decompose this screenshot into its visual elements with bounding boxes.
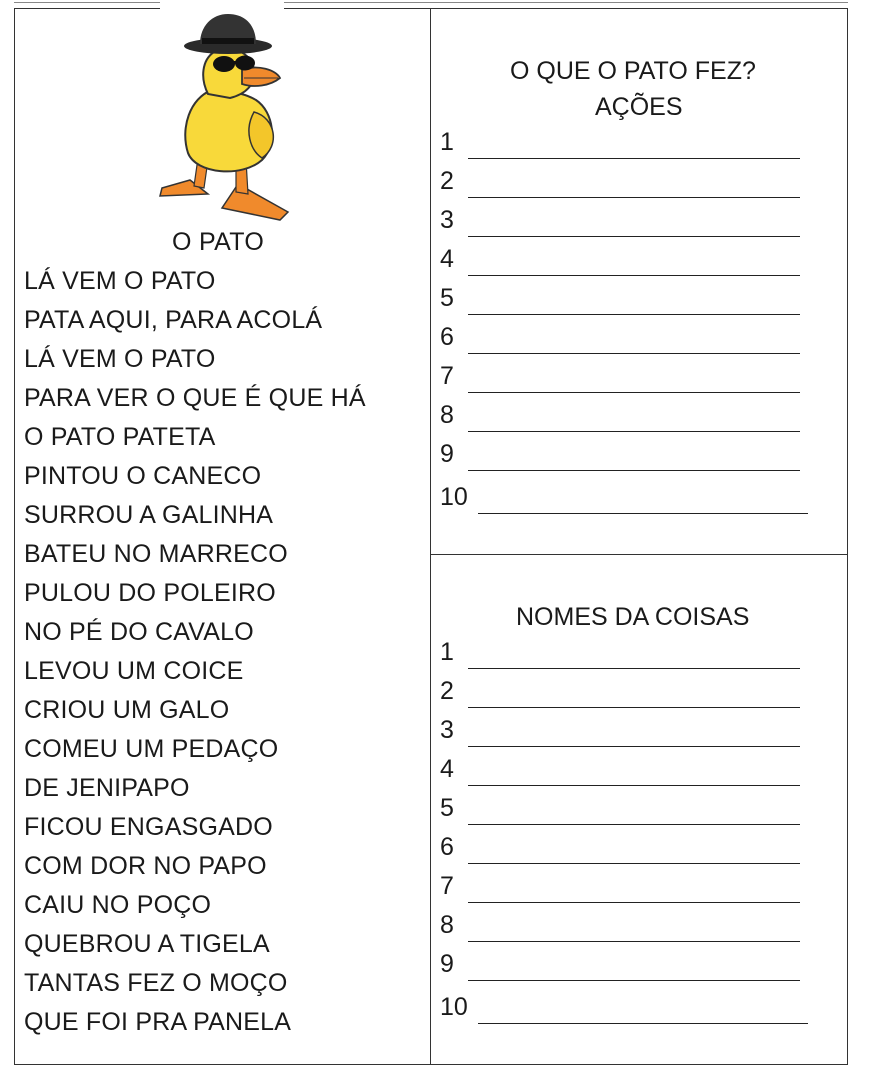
poem-line: CRIOU UM GALO [24, 696, 230, 724]
poem-line: O PATO PATETA [24, 423, 216, 451]
answer-line[interactable] [440, 985, 800, 1024]
poem-line: TANTAS FEZ O MOÇO [24, 969, 288, 997]
answer-blank[interactable] [468, 980, 800, 981]
poem-line: PARA VER O QUE É QUE HÁ [24, 384, 366, 412]
poem-line: PINTOU O CANECO [24, 462, 262, 490]
answer-number: 6 [440, 833, 454, 861]
poem-title: O PATO [172, 228, 265, 256]
answer-line[interactable] [440, 475, 800, 514]
answer-number: 8 [440, 911, 454, 939]
top-rule-right [284, 2, 848, 3]
top-rule-left [14, 2, 160, 3]
answer-blank[interactable] [478, 513, 808, 514]
answer-line[interactable] [440, 163, 800, 202]
poem-line: BATEU NO MARRECO [24, 540, 288, 568]
answer-blank[interactable] [468, 863, 800, 864]
answer-line[interactable] [440, 946, 800, 985]
answer-blank[interactable] [468, 392, 800, 393]
answer-line[interactable] [440, 124, 800, 163]
answer-number: 2 [440, 677, 454, 705]
answer-line[interactable] [440, 202, 800, 241]
answer-line[interactable] [440, 751, 800, 790]
poem-line: COM DOR NO PAPO [24, 852, 267, 880]
answer-number: 10 [440, 993, 468, 1021]
answer-line[interactable] [440, 829, 800, 868]
poem-line: LEVOU UM COICE [24, 657, 244, 685]
actions-title: AÇÕES [595, 93, 683, 121]
poem-line: LÁ VEM O PATO [24, 345, 216, 373]
poem-line: LÁ VEM O PATO [24, 267, 216, 295]
answer-line[interactable] [440, 790, 800, 829]
answer-number: 4 [440, 755, 454, 783]
answer-number: 7 [440, 872, 454, 900]
answer-number: 2 [440, 167, 454, 195]
answer-blank[interactable] [468, 785, 800, 786]
poem-line: NO PÉ DO CAVALO [24, 618, 254, 646]
answer-number: 1 [440, 638, 454, 666]
duck-icon [150, 8, 290, 223]
answer-line[interactable] [440, 319, 800, 358]
answer-line[interactable] [440, 436, 800, 475]
answer-number: 10 [440, 483, 468, 511]
poem-line: QUE FOI PRA PANELA [24, 1008, 292, 1036]
answer-line[interactable] [440, 397, 800, 436]
answer-number: 9 [440, 440, 454, 468]
poem-line: PATA AQUI, PARA ACOLÁ [24, 306, 323, 334]
answer-line[interactable] [440, 712, 800, 751]
answer-number: 5 [440, 794, 454, 822]
poem-line: SURROU A GALINHA [24, 501, 274, 529]
answer-number: 1 [440, 128, 454, 156]
answer-line[interactable] [440, 634, 800, 673]
answer-number: 9 [440, 950, 454, 978]
answer-number: 4 [440, 245, 454, 273]
column-divider [430, 8, 431, 1065]
poem-line: FICOU ENGASGADO [24, 813, 273, 841]
poem-line: QUEBROU A TIGELA [24, 930, 270, 958]
poem-text [24, 262, 366, 1042]
answer-blank[interactable] [468, 746, 800, 747]
actions-question: O QUE O PATO FEZ? [510, 57, 756, 85]
answer-line[interactable] [440, 358, 800, 397]
names-title: NOMES DA COISAS [516, 603, 750, 631]
answer-blank[interactable] [478, 1023, 808, 1024]
answer-number: 7 [440, 362, 454, 390]
answer-blank[interactable] [468, 902, 800, 903]
answer-line[interactable] [440, 673, 800, 712]
poem-line: PULOU DO POLEIRO [24, 579, 276, 607]
section-divider [430, 554, 848, 555]
answer-blank[interactable] [468, 314, 800, 315]
answer-blank[interactable] [468, 353, 800, 354]
answer-line[interactable] [440, 868, 800, 907]
answer-line[interactable] [440, 241, 800, 280]
answer-blank[interactable] [468, 470, 800, 471]
answer-blank[interactable] [468, 824, 800, 825]
answer-number: 5 [440, 284, 454, 312]
answer-blank[interactable] [468, 668, 800, 669]
answer-blank[interactable] [468, 158, 800, 159]
answer-number: 3 [440, 206, 454, 234]
answer-blank[interactable] [468, 707, 800, 708]
answer-line[interactable] [440, 280, 800, 319]
answer-number: 6 [440, 323, 454, 351]
poem-line: DE JENIPAPO [24, 774, 190, 802]
actions-answer-list [440, 124, 800, 514]
answer-blank[interactable] [468, 941, 800, 942]
names-answer-list [440, 634, 800, 1024]
answer-line[interactable] [440, 907, 800, 946]
poem-line: COMEU UM PEDAÇO [24, 735, 279, 763]
answer-number: 8 [440, 401, 454, 429]
poem-line: CAIU NO POÇO [24, 891, 212, 919]
answer-number: 3 [440, 716, 454, 744]
answer-blank[interactable] [468, 275, 800, 276]
answer-blank[interactable] [468, 197, 800, 198]
answer-blank[interactable] [468, 236, 800, 237]
answer-blank[interactable] [468, 431, 800, 432]
